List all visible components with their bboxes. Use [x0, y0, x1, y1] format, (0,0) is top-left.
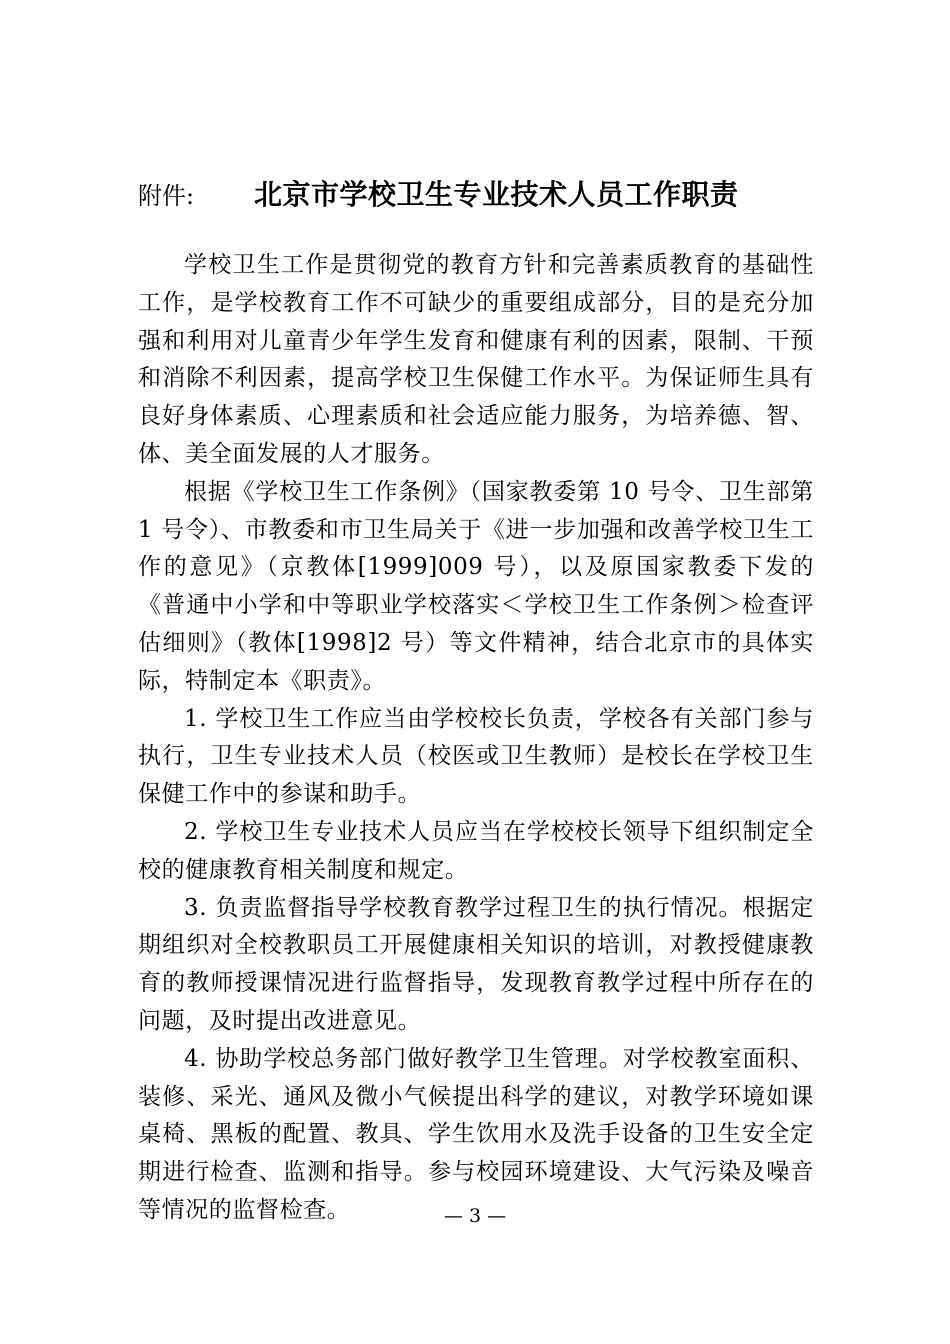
paragraph-intro: 学校卫生工作是贯彻党的教育方针和完善素质教育的基础性工作，是学校教育工作不可缺少的重要组成部分，目的是充分加强和利用对儿童青少年学生发育和健康有利的因素，限制、干预和消除不利因素，提高学校卫生保健工作水平。为保证师生具有良好身体素质、心理素质和社会适应能力服务，为培养德、智、体、美全面发展的人才服务。	[138, 252, 814, 467]
paragraph-item-3: 3. 负责监督指导学校教育教学过程卫生的执行情况。根据定期组织对全校教职员工开展健康相关知识的培训，对教授健康教育的教师授课情况进行监督指导，发现教育教学过程中所存在的问题，及时提出改进意见。	[138, 894, 814, 1034]
paragraph-item-4: 4. 协助学校总务部门做好教学卫生管理。对学校教室面积、装修、采光、通风及微小气候提出科学的建议，对教学环境如课桌椅、黑板的配置、教具、学生饮用水及洗手设备的卫生安全定期进行检查、监测和指导。参与校园环境建设、大气污染及噪音等情况的监督检查。	[138, 1045, 814, 1223]
document-title: 北京市学校卫生专业技术人员工作职责	[254, 178, 739, 211]
page-number: — 3 —	[443, 1205, 507, 1227]
attachment-label: 附件:	[138, 181, 195, 210]
title-row	[138, 170, 818, 216]
paragraph-item-1: 1. 学校卫生工作应当由学校校长负责，学校各有关部门参与执行，卫生专业技术人员（校医或卫生教师）是校长在学校卫生保健工作中的参谋和助手。	[138, 705, 814, 808]
document-body	[138, 247, 814, 1230]
paragraph-basis: 根据《学校卫生工作条例》（国家教委第 10 号令、卫生部第 1 号令）、市教委和市卫生局关于《进一步加强和改善学校卫生工作的意见》（京教体[1999]009 号），以及原国家教委下发的《普通中小学和中等职业学校落实＜学校卫生工作条例＞检查评估细则》（教体[1998]2 号）等文件精神，结合北京市的具体实际，特制定本《职责》。	[138, 478, 814, 694]
paragraph-item-2: 2. 学校卫生专业技术人员应当在学校校长领导下组织制定全校的健康教育相关制度和规定。	[138, 818, 814, 883]
